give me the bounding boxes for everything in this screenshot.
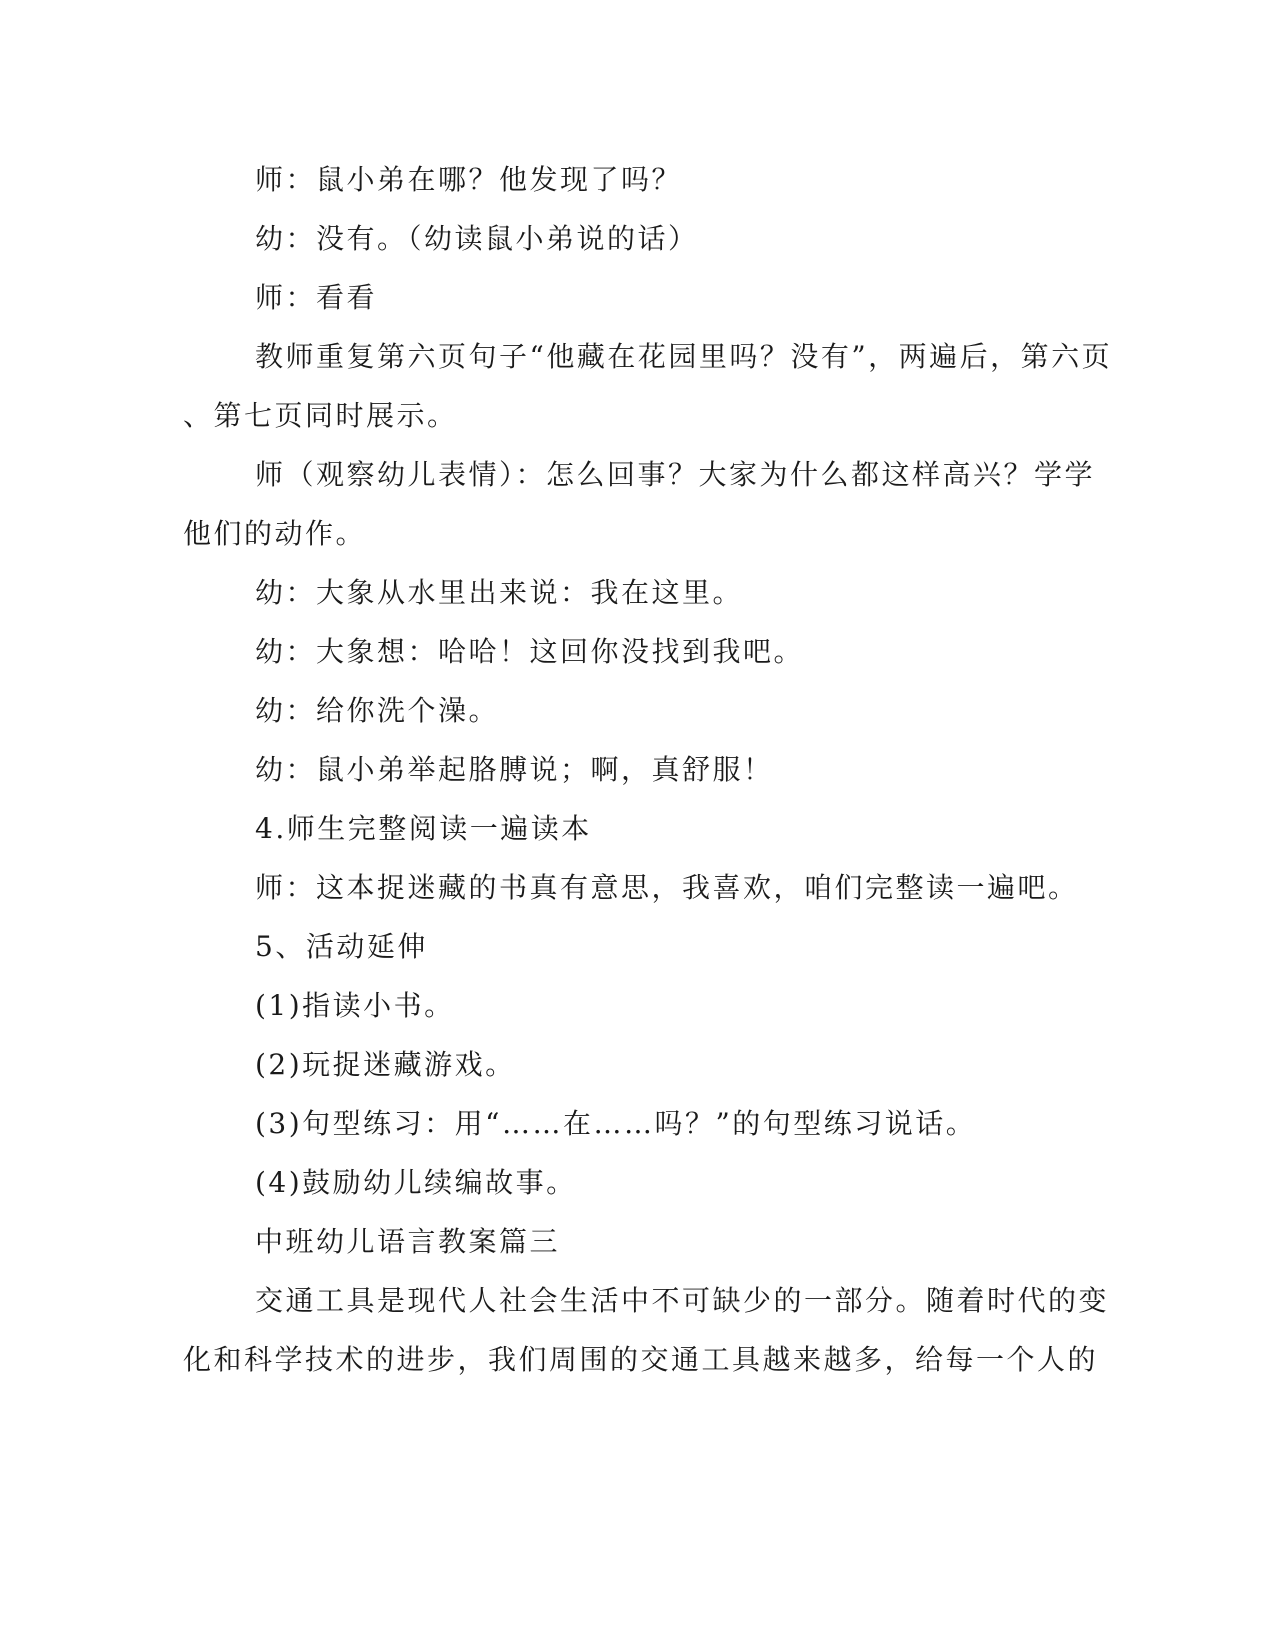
list-item: (1)指读小书。 <box>255 989 455 1022</box>
text-line: 他们的动作。 <box>183 517 367 550</box>
text-line: 师：这本捉迷藏的书真有意思，我喜欢，咱们完整读一遍吧。 <box>255 871 1079 904</box>
text-line: 师：看看 <box>255 281 378 314</box>
text-line: 幼：没有。（幼读鼠小弟说的话） <box>255 222 699 255</box>
text-line: 幼：给你洗个澡。 <box>255 694 500 727</box>
text-line: 、第七页同时展示。 <box>183 399 458 432</box>
list-item: (3)句型练习：用“……在……吗？”的句型练习说话。 <box>255 1107 977 1140</box>
text-line: 幼：鼠小弟举起胳膊说；啊，真舒服！ <box>255 753 774 786</box>
list-item: (2)玩捉迷藏游戏。 <box>255 1048 516 1081</box>
section-heading: 4.师生完整阅读一遍读本 <box>255 812 592 845</box>
article-title: 中班幼儿语言教案篇三 <box>255 1225 561 1258</box>
section-heading: 5、活动延伸 <box>255 930 428 963</box>
text-line: 交通工具是现代人社会生活中不可缺少的一部分。随着时代的变 <box>255 1284 1110 1317</box>
text-line: 师：鼠小弟在哪？他发现了吗？ <box>255 163 683 196</box>
text-line: 化和科学技术的进步，我们周围的交通工具越来越多，给每一个人的 <box>183 1343 1099 1376</box>
text-line: 幼：大象从水里出来说：我在这里。 <box>255 576 744 609</box>
list-item: (4)鼓励幼儿续编故事。 <box>255 1166 577 1199</box>
text-line: 幼：大象想：哈哈！这回你没找到我吧。 <box>255 635 805 668</box>
text-line: 教师重复第六页句子“他藏在花园里吗？没有”，两遍后，第六页 <box>255 340 1113 373</box>
text-line: 师（观察幼儿表情）：怎么回事？大家为什么都这样高兴？学学 <box>255 458 1096 491</box>
